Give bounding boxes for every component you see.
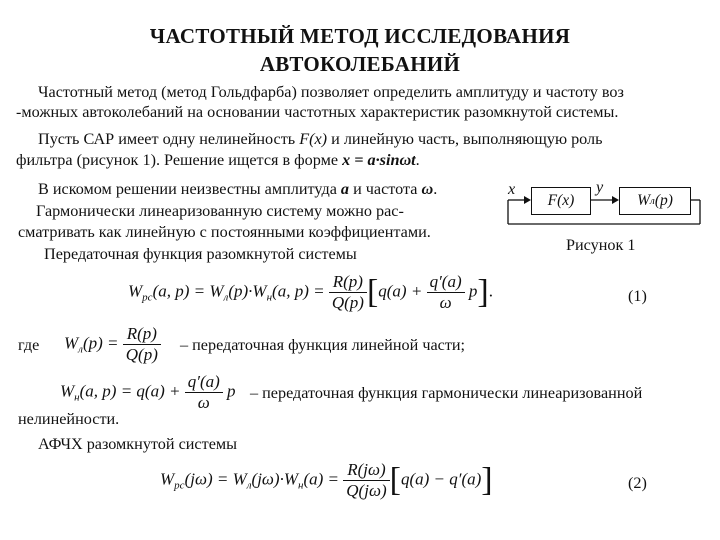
equation-2 <box>160 460 493 501</box>
eq1-transfer-fraction <box>329 272 367 313</box>
wn-q-num: q′(a) <box>185 372 223 393</box>
eq1-end: . <box>488 281 493 301</box>
nonlinear-part-description-end: нелинейности. <box>18 410 120 428</box>
nonlinear-part-formula <box>60 372 236 413</box>
figure-caption: Рисунок 1 <box>566 236 636 254</box>
eq1-bracket-expr: q(a) + <box>378 281 423 301</box>
eq2-bracket-expr: q(a) − q′(a) <box>400 469 482 489</box>
where-w-sub: л <box>78 343 83 356</box>
wn-tail: p <box>227 381 236 401</box>
page-title-line1: ЧАСТОТНЫЙ МЕТОД ИССЛЕДОВАНИЯ <box>149 24 571 48</box>
linear-part-description: – передаточная функция линейной части; <box>180 336 466 354</box>
linear-block-sub: л <box>650 195 655 207</box>
wn-lhs-sub: н <box>74 391 80 404</box>
eq2-transfer-fraction <box>343 460 389 501</box>
amplitude-symbol: a <box>340 180 350 198</box>
para3-line2: Гармонически линеаризованную систему можно рас- <box>36 202 404 220</box>
eq1-w1-sub: л <box>223 291 229 304</box>
where-fraction <box>123 324 161 365</box>
para3-line4: Передаточная функция разомкнутой системы <box>44 245 357 263</box>
wn-q-den: ω <box>197 393 210 412</box>
nonlinear-block: F(x) <box>531 187 591 215</box>
para1-line2: -можных автоколебаний на основании частотных характеристик разомкнутой системы. <box>16 103 619 121</box>
para3-text-a: В искомом решении неизвестны амплитуда <box>38 180 341 198</box>
where-frac-den: Q(p) <box>125 345 158 364</box>
linear-block-w: W <box>637 192 651 209</box>
para2-text-a: Пусть САР имеет одну нелинейность <box>38 130 300 148</box>
eq1-lhs: W <box>128 281 143 301</box>
eq1-frac-num: R(p) <box>329 272 367 293</box>
para3-line3: сматривать как линейную с постоянными коэффициентами. <box>18 223 431 241</box>
eq1-bracket-open: [ <box>366 273 379 311</box>
linear-block-arg: (p) <box>654 192 673 209</box>
solution-form: x = a·sinωt <box>342 151 416 169</box>
eq1-q-den: ω <box>439 293 452 312</box>
eq1-tail: p <box>468 281 478 301</box>
eq2-w2-sub: н <box>298 479 304 492</box>
eq1-q-fraction <box>427 272 465 313</box>
where-label: где <box>18 336 40 354</box>
eq1-w2-sub: н <box>266 291 273 304</box>
eq2-lhs: W <box>160 469 175 489</box>
para2-text-b: и линейную часть, выполняющую роль <box>327 130 603 148</box>
diagram-input-label: x <box>508 180 516 198</box>
frequency-symbol: ω <box>421 180 434 198</box>
wn-lhs-arg: (a, p) = q(a) + <box>79 381 181 401</box>
page-title-line2: АВТОКОЛЕБАНИЙ <box>259 52 461 76</box>
linear-block <box>619 187 691 215</box>
eq2-w1-arg: (jω)·W <box>251 469 299 489</box>
para1-line1: Частотный метод (метод Гольдфарба) позволяет определить амплитуду и частоту воз <box>38 83 624 101</box>
eq1-lhs-arg: (a, p) = W <box>152 281 224 301</box>
equation-1 <box>128 272 493 313</box>
nonlinearity-symbol: F(x) <box>299 130 328 148</box>
where-w: W <box>64 333 79 353</box>
equation-1-number: (1) <box>628 287 647 305</box>
where-w-arg: (p) = <box>82 333 119 353</box>
eq1-lhs-sub: рс <box>142 291 153 304</box>
eq2-frac-den: Q(jω) <box>346 481 387 500</box>
para2-text-c: фильтра (рисунок 1). Решение ищется в форме <box>16 151 343 169</box>
where-frac-num: R(p) <box>123 324 161 345</box>
eq2-bracket-open: [ <box>389 461 401 499</box>
eq1-w2-arg: (a, p) = <box>272 281 325 301</box>
nonlinear-part-description: – передаточная функция гармонически линеаризованной <box>250 384 643 402</box>
eq2-w2-arg: (a) = <box>303 469 340 489</box>
eq2-lhs-sub: рс <box>174 479 185 492</box>
wn-q-fraction <box>185 372 223 413</box>
wn-lhs: W <box>60 381 75 401</box>
eq2-w1-sub: л <box>246 479 252 492</box>
para2-period: . <box>415 151 420 169</box>
afchh-label: АФЧХ разомкнутой системы <box>38 435 237 453</box>
eq2-frac-num: R(jω) <box>343 460 389 481</box>
linear-part-formula <box>64 324 161 365</box>
eq1-w1-arg: (p)·W <box>228 281 267 301</box>
para3-text-b: и частота <box>349 180 422 198</box>
eq1-frac-den: Q(p) <box>331 293 364 312</box>
para3-period: . <box>433 180 438 198</box>
eq2-lhs-arg: (jω) = W <box>184 469 247 489</box>
equation-2-number: (2) <box>628 474 647 492</box>
diagram-output-label: y <box>596 178 604 196</box>
eq1-q-num: q′(a) <box>427 272 465 293</box>
eq2-bracket-close: ] <box>481 461 493 499</box>
eq1-bracket-close: ] <box>477 273 489 311</box>
